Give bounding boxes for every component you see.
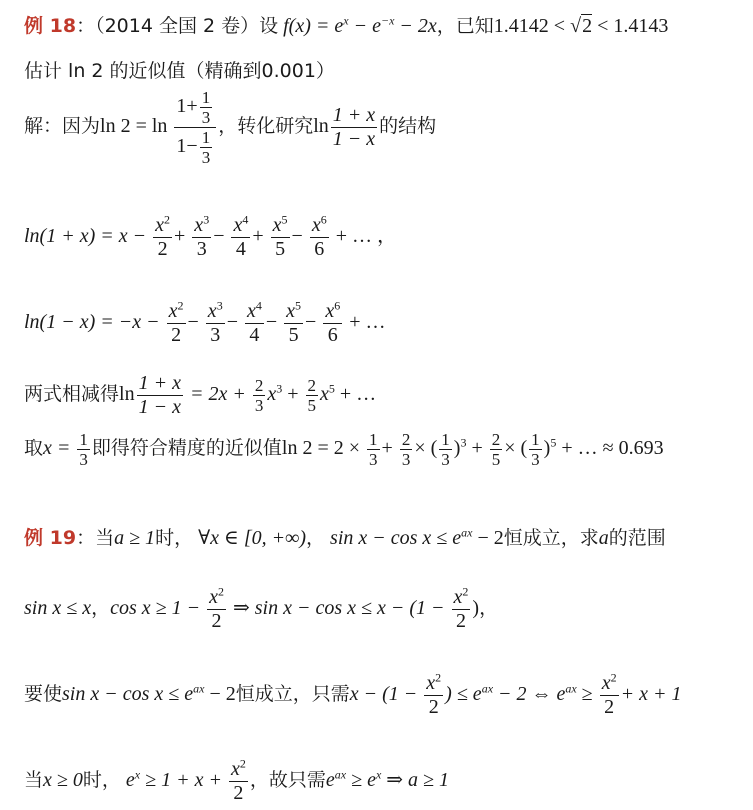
structure-text: 的结构: [379, 115, 437, 138]
implication: ⇒ sin x − cos x ≤ x − (1 −: [233, 597, 445, 620]
series2-lhs: ln(1 − x) = −x −: [24, 311, 160, 334]
op: −: [305, 311, 317, 334]
ex19-line-2: 要使$\sin x - \cos x \le e^{ax} - 2$恒成立，只需x − (1 − $\frac{x^2}{2}$ ) ≤ $e^{ax} - 2$ ⇔ $e^{ax}$ ≥ $\frac{x^2}{2}$ + x + 1: [24, 670, 682, 718]
x-eq: x =: [43, 437, 71, 460]
sep: ，: [91, 597, 111, 620]
term-x5: $\frac{x^5}{5}$: [272, 212, 288, 260]
half-x2: $\frac{x^2}{2}$: [230, 756, 246, 804]
transform-text: ，转化研究: [218, 115, 314, 138]
term-x2: $\frac{x^2}{2}$: [155, 212, 171, 260]
ratio-num: 1 + x: [332, 104, 376, 126]
example-19-statement: [24, 526, 666, 550]
ln2-equation: ln 2 = ln: [100, 115, 168, 138]
main-inequality: sin x − cos x ≤ e: [62, 683, 194, 706]
inner-top-den: 3: [201, 108, 211, 127]
term-x5: $\frac{x^5}{5}$: [286, 298, 302, 346]
minus-2x: − 2x: [394, 15, 437, 37]
op: −: [265, 311, 278, 334]
one-third: $\frac{1}{3}$: [369, 430, 378, 469]
comma: ，: [306, 527, 326, 549]
example-18-label: 例 18: [24, 15, 77, 37]
term-x4: $\frac{x^4}{4}$: [246, 298, 262, 346]
series-2: [24, 300, 385, 347]
known-text: ，已知: [436, 15, 494, 37]
ex19-line-1: sin x ≤ x，cos x ≥ 1 − $\frac{x^2}{2}$ ⇒ sin x − cos x ≤ x − (1 − $\frac{x^2}{2}$ )，: [24, 584, 499, 632]
holds-text: 恒成立，只需: [235, 683, 350, 706]
ratio-den: 1 − x: [332, 128, 376, 150]
sqrt-icon: √: [570, 15, 582, 37]
exponent-x: x: [343, 13, 349, 28]
tail-expr: + x + 1: [620, 683, 682, 706]
approx-result: + … ≈ 0.693: [561, 437, 664, 460]
range-text: 的范围: [608, 527, 666, 549]
one-third: $\frac{1}{3}$: [441, 430, 450, 469]
term-x6: $\frac{x^6}{6}$: [311, 212, 327, 260]
example-19-label: 例 19: [24, 527, 77, 549]
main-inequality: sin x − cos x ≤ e: [330, 527, 462, 549]
conclusion: ⇒ a ≥ 1: [381, 769, 450, 792]
holds-text: 恒成立，求: [503, 527, 599, 549]
minus-e: − e: [348, 15, 381, 37]
rhs-expr: x − (1 −: [349, 683, 418, 706]
subtract-eq: = 2x +: [189, 383, 246, 406]
op: +: [252, 225, 264, 248]
condition: a ≥ 1: [114, 527, 156, 549]
two-thirds: $\frac{2}{3}$: [401, 430, 411, 469]
bound-high: < 1.4143: [592, 15, 669, 37]
op: +: [174, 225, 186, 248]
function-def: f(x) = e: [283, 15, 344, 37]
shi-text: 时，: [82, 769, 121, 792]
ex19-line-3: 当x ≥ 0时， $e^x \ge 1 + x$ + $\frac{x^2}{2}$ ，故只需$e^{ax} \ge e^x$ ⇒ a ≥ 1: [24, 756, 450, 804]
sqrt-arg: 2: [582, 15, 593, 37]
series1-lhs: ln(1 + x) = x −: [24, 225, 147, 248]
minus-2: − 2: [472, 527, 504, 549]
bound-low: 1.4142 <: [493, 15, 571, 37]
half-x2: $\frac{x^2}{2}$: [601, 670, 617, 718]
op: +: [287, 383, 299, 406]
series-1: [24, 214, 397, 261]
forall-domain: ∀x ∈ [0, +∞): [198, 527, 307, 549]
term-x3: $\frac{x^3}{3}$: [207, 298, 223, 346]
cos-ineq: cos x ≥ 1 −: [110, 597, 201, 620]
half-x2: $\frac{x^2}{2}$: [426, 670, 442, 718]
condition: x ≥ 0: [43, 769, 83, 792]
inner-fraction-top: [200, 88, 213, 127]
half-x2: $\frac{x^2}{2}$: [453, 584, 469, 632]
subtract-tail: + …: [339, 383, 377, 406]
nested-fraction: [174, 88, 216, 167]
approx-mid-text: 即得符合精度的近似值: [91, 437, 282, 460]
iff-expr: − 2 ⇔ e: [493, 683, 566, 706]
nested-num-text: 1+: [176, 95, 198, 118]
half-x2: $\frac{x^2}{2}$: [209, 584, 224, 632]
inner-fraction-bottom: [200, 128, 213, 167]
op: −: [291, 225, 303, 248]
take-text: 取: [24, 437, 44, 460]
example-18-task: 估计 ln 2 的近似值（精确到0.001）: [24, 60, 335, 82]
subtraction-line: 两式相减得ln $\frac{1 + x}{1 - x}$ = 2x + $\frac{2}{3}$ $x^3$ + $\frac{2}{5}$ $x^5$ + …: [24, 372, 377, 418]
need-text: 要使: [24, 683, 63, 706]
two-fifths: $\frac{2}{5}$: [307, 376, 316, 415]
subtract-prefix: 两式相减得: [24, 383, 120, 406]
series1-tail: + … ，: [335, 225, 397, 248]
when-text: 当: [24, 769, 44, 792]
exponent-ax: ax: [461, 525, 473, 540]
ratio-fraction: [331, 104, 377, 151]
ln2-value: ln 2 = 2 ×: [281, 437, 361, 460]
two-thirds: $\frac{2}{3}$: [254, 376, 264, 415]
solution-line: [24, 88, 436, 167]
so-text: ，故只需: [249, 769, 326, 792]
term-x6: $\frac{x^6}{6}$: [325, 298, 341, 346]
ex19-colon: ：当: [76, 527, 115, 549]
term-x2: $\frac{x^2}{2}$: [168, 298, 184, 346]
solution-prefix: 解：因为: [24, 115, 101, 138]
approximation-line: 取x = $\frac{1}{3}$ 即得符合精度的近似值ln 2 = 2 × $\frac{1}{3}$ + $\frac{2}{3}$ × ( $\frac{1}{3}$ )$^3$ + $\frac{2}{5}$ × ( $\frac{1}{3}$ )$^5$ + … ≈ 0.693: [24, 430, 664, 469]
example-18-source: ：（2014 全国 2 卷）设: [76, 15, 279, 37]
op: −: [226, 311, 238, 334]
ln-label: ln: [313, 115, 329, 138]
series2-tail: + …: [349, 311, 386, 334]
inner-bottom-den: 3: [201, 148, 211, 167]
ratio-fraction: $\frac{1 + x}{1 - x}$: [138, 372, 181, 418]
sin-ineq: sin x ≤ x: [24, 597, 92, 620]
example-18-statement: [24, 14, 668, 38]
exponent-neg-x: −x: [380, 13, 395, 28]
inner-bottom-num: 1: [201, 128, 211, 147]
term-x3: $\frac{x^3}{3}$: [194, 212, 210, 260]
one-third: $\frac{1}{3}$: [531, 430, 540, 469]
exp-bound: ≥ 1 + x +: [140, 769, 222, 792]
var-a: a: [598, 527, 609, 549]
inner-top-num: 1: [201, 88, 211, 107]
ln-label: ln: [119, 383, 135, 406]
when-text: 时，: [155, 527, 194, 549]
nested-den-text: 1−: [176, 135, 198, 158]
term-x4: $\frac{x^4}{4}$: [233, 212, 249, 260]
one-third: $\frac{1}{3}$: [79, 430, 88, 469]
op: −: [213, 225, 225, 248]
op: −: [187, 311, 199, 334]
two-fifths: $\frac{2}{5}$: [491, 430, 501, 469]
